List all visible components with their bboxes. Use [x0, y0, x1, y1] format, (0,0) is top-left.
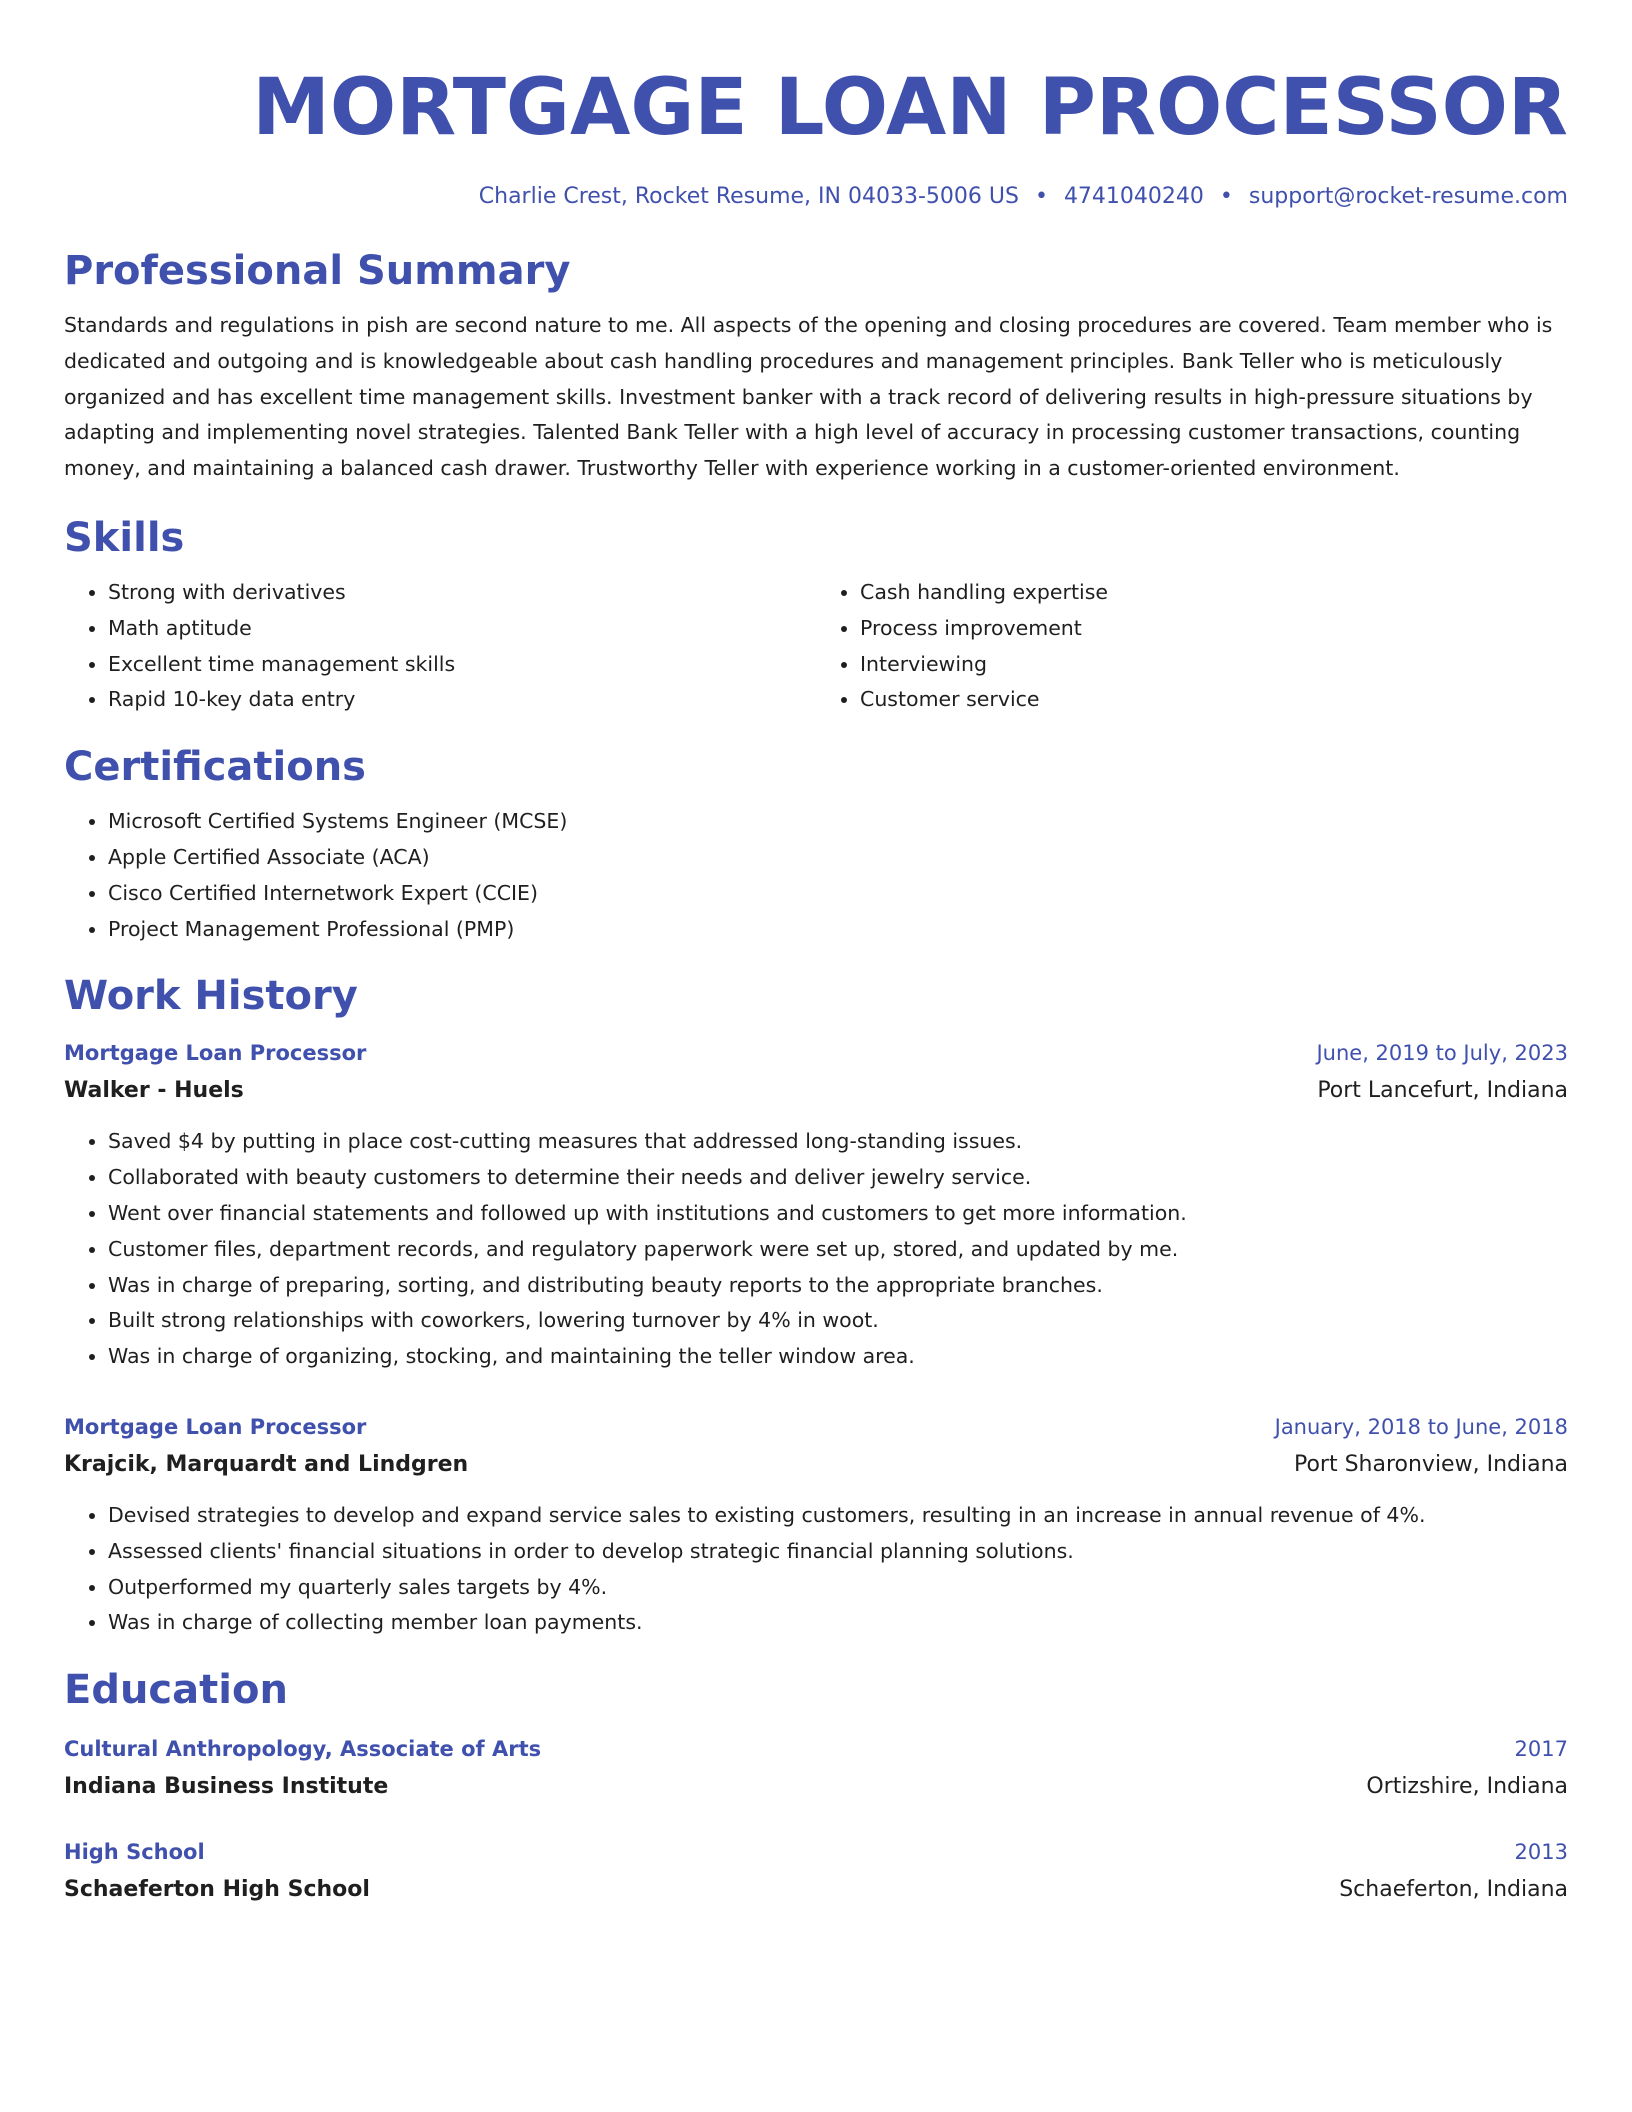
- skill-item: • Cash handling expertise: [860, 575, 1568, 611]
- job-role: Mortgage Loan Processor: [64, 1041, 367, 1066]
- job-bullets: [64, 1124, 1568, 1375]
- job-entry: [64, 1035, 1568, 1375]
- skill-item: • Interviewing: [860, 647, 1568, 683]
- education-location: Schaeferton, Indiana: [1339, 1877, 1568, 1903]
- education-school-row: [64, 1768, 1568, 1806]
- certification-item: • Apple Certified Associate (ACA): [108, 840, 1568, 876]
- job-title-row: [64, 1035, 1568, 1072]
- job-bullet: • Assessed clients' financial situations in order to develop strategic financial planning solutions.: [108, 1534, 1568, 1570]
- certification-item: • Project Management Professional (PMP): [108, 912, 1568, 948]
- job-dates: January, 2018 to June, 2018: [1274, 1414, 1568, 1439]
- job-company-row: [64, 1072, 1568, 1110]
- skills-list-left: [64, 575, 816, 718]
- education-degree-row: [64, 1731, 1568, 1768]
- job-bullet: • Outperformed my quarterly sales targets by 4%.: [108, 1570, 1568, 1606]
- job-company-row: [64, 1446, 1568, 1484]
- contact-address: Charlie Crest, Rocket Resume, IN 04033-5006 US: [478, 184, 1019, 209]
- job-bullet: • Was in charge of organizing, stocking, and maintaining the teller window area.: [108, 1339, 1568, 1375]
- summary-heading: Professional Summary: [64, 248, 571, 294]
- education-heading: Education: [64, 1667, 288, 1714]
- job-company: Walker - Huels: [64, 1078, 244, 1104]
- resume-title: MORTGAGE LOAN PROCESSOR: [252, 63, 1568, 153]
- job-bullet: • Built strong relationships with coworkers, lowering turnover by 4% in woot.: [108, 1303, 1568, 1339]
- skill-item: • Process improvement: [860, 611, 1568, 647]
- education-degree-row: [64, 1834, 1568, 1871]
- education-location: Ortizshire, Indiana: [1366, 1774, 1568, 1800]
- job-bullet: • Collaborated with beauty customers to determine their needs and deliver jewelry service.: [108, 1160, 1568, 1196]
- skill-item: • Excellent time management skills: [108, 647, 816, 683]
- contact-separator: •: [1219, 184, 1233, 209]
- certification-item: • Microsoft Certified Systems Engineer (MCSE): [108, 804, 1568, 840]
- job-bullets: [64, 1498, 1568, 1641]
- contact-separator: •: [1034, 184, 1048, 209]
- certifications-heading: Certifications: [64, 744, 366, 791]
- job-bullet: • Was in charge of preparing, sorting, and distributing beauty reports to the appropriate branches.: [108, 1268, 1568, 1304]
- education-year: 2017: [1514, 1737, 1568, 1762]
- job-bullet: • Saved $4 by putting in place cost-cutting measures that addressed long-standing issues.: [108, 1124, 1568, 1160]
- job-dates: June, 2019 to July, 2023: [1316, 1041, 1568, 1066]
- education-entry: [64, 1834, 1568, 1909]
- job-entry: [64, 1409, 1568, 1641]
- skills-heading: Skills: [64, 514, 185, 561]
- education-school: Indiana Business Institute: [64, 1774, 389, 1800]
- job-bullet: • Was in charge of collecting member loan payments.: [108, 1605, 1568, 1641]
- education-degree: High School: [64, 1840, 205, 1865]
- skills-list-right: [816, 575, 1568, 718]
- education-entry: [64, 1731, 1568, 1806]
- skill-item: • Strong with derivatives: [108, 575, 816, 611]
- work-history-heading: Work History: [64, 973, 358, 1020]
- job-bullet: • Devised strategies to develop and expand service sales to existing customers, resulting in an increase in annual revenue of 4%.: [108, 1498, 1568, 1534]
- contact-line: [64, 182, 1568, 212]
- job-location: Port Sharonview, Indiana: [1293, 1451, 1568, 1477]
- skill-item: • Customer service: [860, 682, 1568, 718]
- education-year: 2013: [1514, 1840, 1568, 1865]
- certification-item: • Cisco Certified Internetwork Expert (CCIE): [108, 876, 1568, 912]
- education-school: Schaeferton High School: [64, 1877, 370, 1903]
- job-bullet: • Went over financial statements and followed up with institutions and customers to get more information.: [108, 1196, 1568, 1232]
- job-location: Port Lancefurt, Indiana: [1317, 1078, 1568, 1104]
- certifications-list: [64, 804, 1568, 947]
- summary-text: Standards and regulations in pish are second nature to me. All aspects of the opening and closing procedures are covered. Team member who is dedicated and outgoing and is knowledgeable about cash handling procedures and management principles. Bank Teller who is meticulously organized and has excellent time management skills. Investment banker with a track record of delivering results in high-pressure situations by adapting and implementing novel strategies. Talented Bank Teller with a high level of accuracy in processing customer transactions, counting money, and maintaining a balanced cash drawer. Trustworthy Teller with experience working in a customer-oriented environment.: [64, 313, 1553, 481]
- resume-header: [64, 58, 1568, 212]
- contact-phone: 4741040240: [1063, 184, 1204, 209]
- skills-columns: [64, 575, 1568, 718]
- job-bullet: • Customer files, department records, and regulatory paperwork were set up, stored, and updated by me.: [108, 1232, 1568, 1268]
- education-degree: Cultural Anthropology, Associate of Arts: [64, 1737, 542, 1762]
- contact-email[interactable]: support@rocket-resume.com: [1248, 184, 1568, 209]
- skill-item: • Rapid 10-key data entry: [108, 682, 816, 718]
- job-company: Krajcik, Marquardt and Lindgren: [64, 1451, 469, 1477]
- job-title-row: [64, 1409, 1568, 1446]
- job-role: Mortgage Loan Processor: [64, 1414, 367, 1439]
- education-school-row: [64, 1871, 1568, 1909]
- skill-item: • Math aptitude: [108, 611, 816, 647]
